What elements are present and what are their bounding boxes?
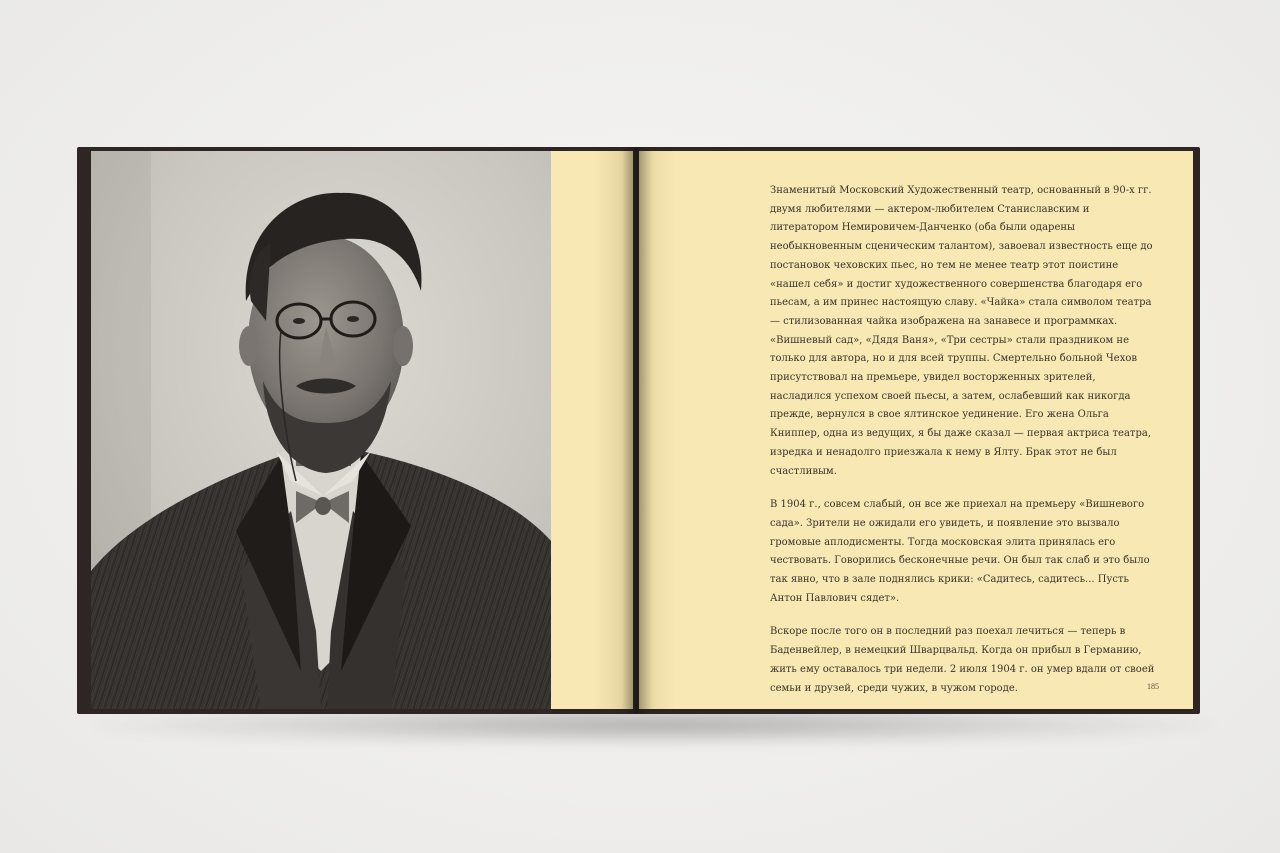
paragraph: В 1904 г., совсем слабый, он все же приехал на премьеру «Вишневого сада». Зрители не ожидали его увидеть, и появление это вызвало громовые аплодисменты. Тогда московская элита принялась его чествовать. Говорились бесконечные речи. Он был так слаб и это было так явно, что в зале поднялись крики: «Садитесь, садитесь... Пусть Антон Павлович сядет». (770, 499, 1150, 604)
article-text (770, 182, 1160, 709)
right-page (639, 151, 1193, 709)
page-number: 185 (1147, 682, 1159, 691)
left-page (91, 151, 633, 709)
paragraph: Вскоре после того он в последний раз поехал лечиться — теперь в Баденвейлер, в немецкий Шварцвальд. Когда он прибыл в Германию, жить ему оставалось три недели. 2 июля 1904 г. он умер вдали от своей семьи и друзей, среди чужих, в чужом городе. (770, 626, 1155, 694)
paragraph: Знаменитый Московский Художественный театр, основанный в 90-х гг. двумя любителями — актером-любителем Станиславским и литератором Немировичем-Данченко (оба были одарены необыкновенным сценическим талантом), завоевал известность еще до постановок чеховских пьес, но тем не менее театр этот поистине «нашел себя» и достиг художественного совершенства благодаря его пьесам, а им принес настоящую славу. «Чайка» стала символом театра — стилизованная чайка изображена на занавесе и программках. «Вишневый сад», «Дядя Ваня», «Три сестры» стали праздником не только для автора, но и для всей труппы. Смертельно больной Чехов присутствовал на премьере, увидел восторженных зрителей, насладился успехом своей пьесы, а затем, ослабевший как никогда прежде, вернулся в свое ялтинское уединение. Его жена Ольга Книппер, одна из ведущих, я бы даже сказал — первая актриса театра, изредка и ненадолго приезжала к нему в Ялту. Брак этот не был счастливым. (770, 185, 1153, 477)
portrait-photo (91, 151, 551, 709)
book-spine (622, 147, 652, 714)
portrait-illustration (91, 151, 551, 709)
